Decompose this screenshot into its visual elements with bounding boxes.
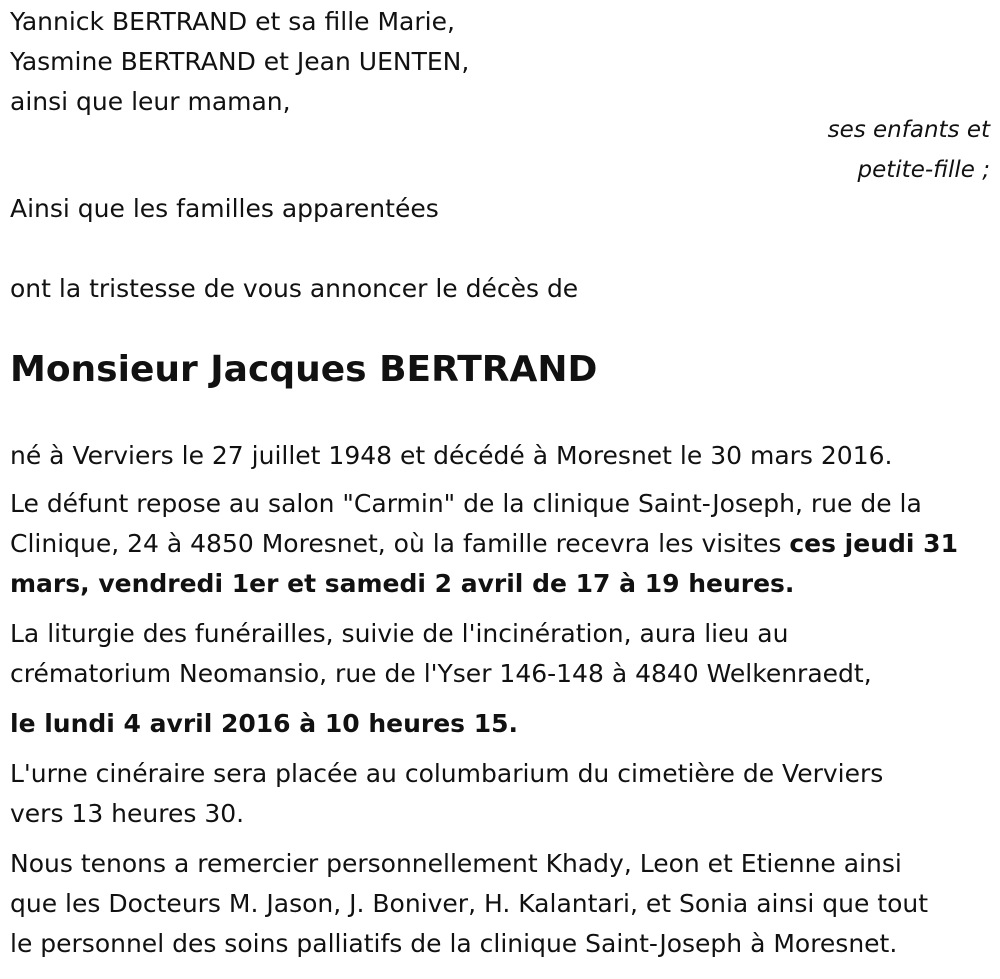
visits-line-1: Le défunt repose au salon "Carmin" de la clinique Saint-Joseph, rue de la xyxy=(10,489,922,518)
deceased-name-text: Monsieur Jacques BERTRAND xyxy=(10,349,598,390)
birth-death-text: né à Verviers le 27 juillet 1948 et décédé à Moresnet le 30 mars 2016. xyxy=(10,441,893,470)
ceremony-paragraph xyxy=(10,614,872,694)
visits-line-2-bold: ces jeudi 31 xyxy=(789,529,958,558)
visits-paragraph xyxy=(10,484,958,604)
visits-line-2-regular: Clinique, 24 à 4850 Moresnet, où la famille recevra les visites xyxy=(10,529,790,558)
ceremony-date-text: le lundi 4 avril 2016 à 10 heures 15. xyxy=(10,709,519,738)
family-line-3: ainsi que leur maman, xyxy=(10,87,291,116)
urn-paragraph xyxy=(10,754,883,834)
related-families xyxy=(10,189,439,229)
visits-line-2 xyxy=(10,524,958,564)
ceremony-date xyxy=(10,704,518,744)
thanks-line-1: Nous tenons a remercier personnellement Khady, Leon et Etienne ainsi xyxy=(10,849,902,878)
deceased-name xyxy=(10,346,597,394)
ceremony-line-2: crématorium Neomansio, rue de l'Yser 146-148 à 4840 Welkenraedt, xyxy=(10,659,872,688)
urn-line-2: vers 13 heures 30. xyxy=(10,799,245,828)
visits-line-3: mars, vendredi 1er et samedi 2 avril de 17 à 19 heures. xyxy=(10,569,795,598)
family-role xyxy=(10,110,990,190)
birth-death-info xyxy=(10,436,892,476)
related-families-text: Ainsi que les familles apparentées xyxy=(10,194,439,223)
announcement-intro xyxy=(10,269,578,309)
family-block xyxy=(10,2,469,122)
thanks-line-2: que les Docteurs M. Jason, J. Boniver, H. Kalantari, et Sonia ainsi que tout xyxy=(10,889,929,918)
ceremony-line-1: La liturgie des funérailles, suivie de l'incinération, aura lieu au xyxy=(10,619,789,648)
family-line-2: Yasmine BERTRAND et Jean UENTEN, xyxy=(10,47,470,76)
family-line-1: Yannick BERTRAND et sa fille Marie, xyxy=(10,7,455,36)
thanks-paragraph xyxy=(10,844,928,964)
urn-line-1: L'urne cinéraire sera placée au columbarium du cimetière de Verviers xyxy=(10,759,884,788)
family-role-line-1: ses enfants et xyxy=(827,117,990,143)
announcement-intro-text: ont la tristesse de vous annoncer le décès de xyxy=(10,274,579,303)
thanks-line-3: le personnel des soins palliatifs de la clinique Saint-Joseph à Moresnet. xyxy=(10,929,898,958)
family-role-line-2: petite-fille ; xyxy=(857,157,990,183)
